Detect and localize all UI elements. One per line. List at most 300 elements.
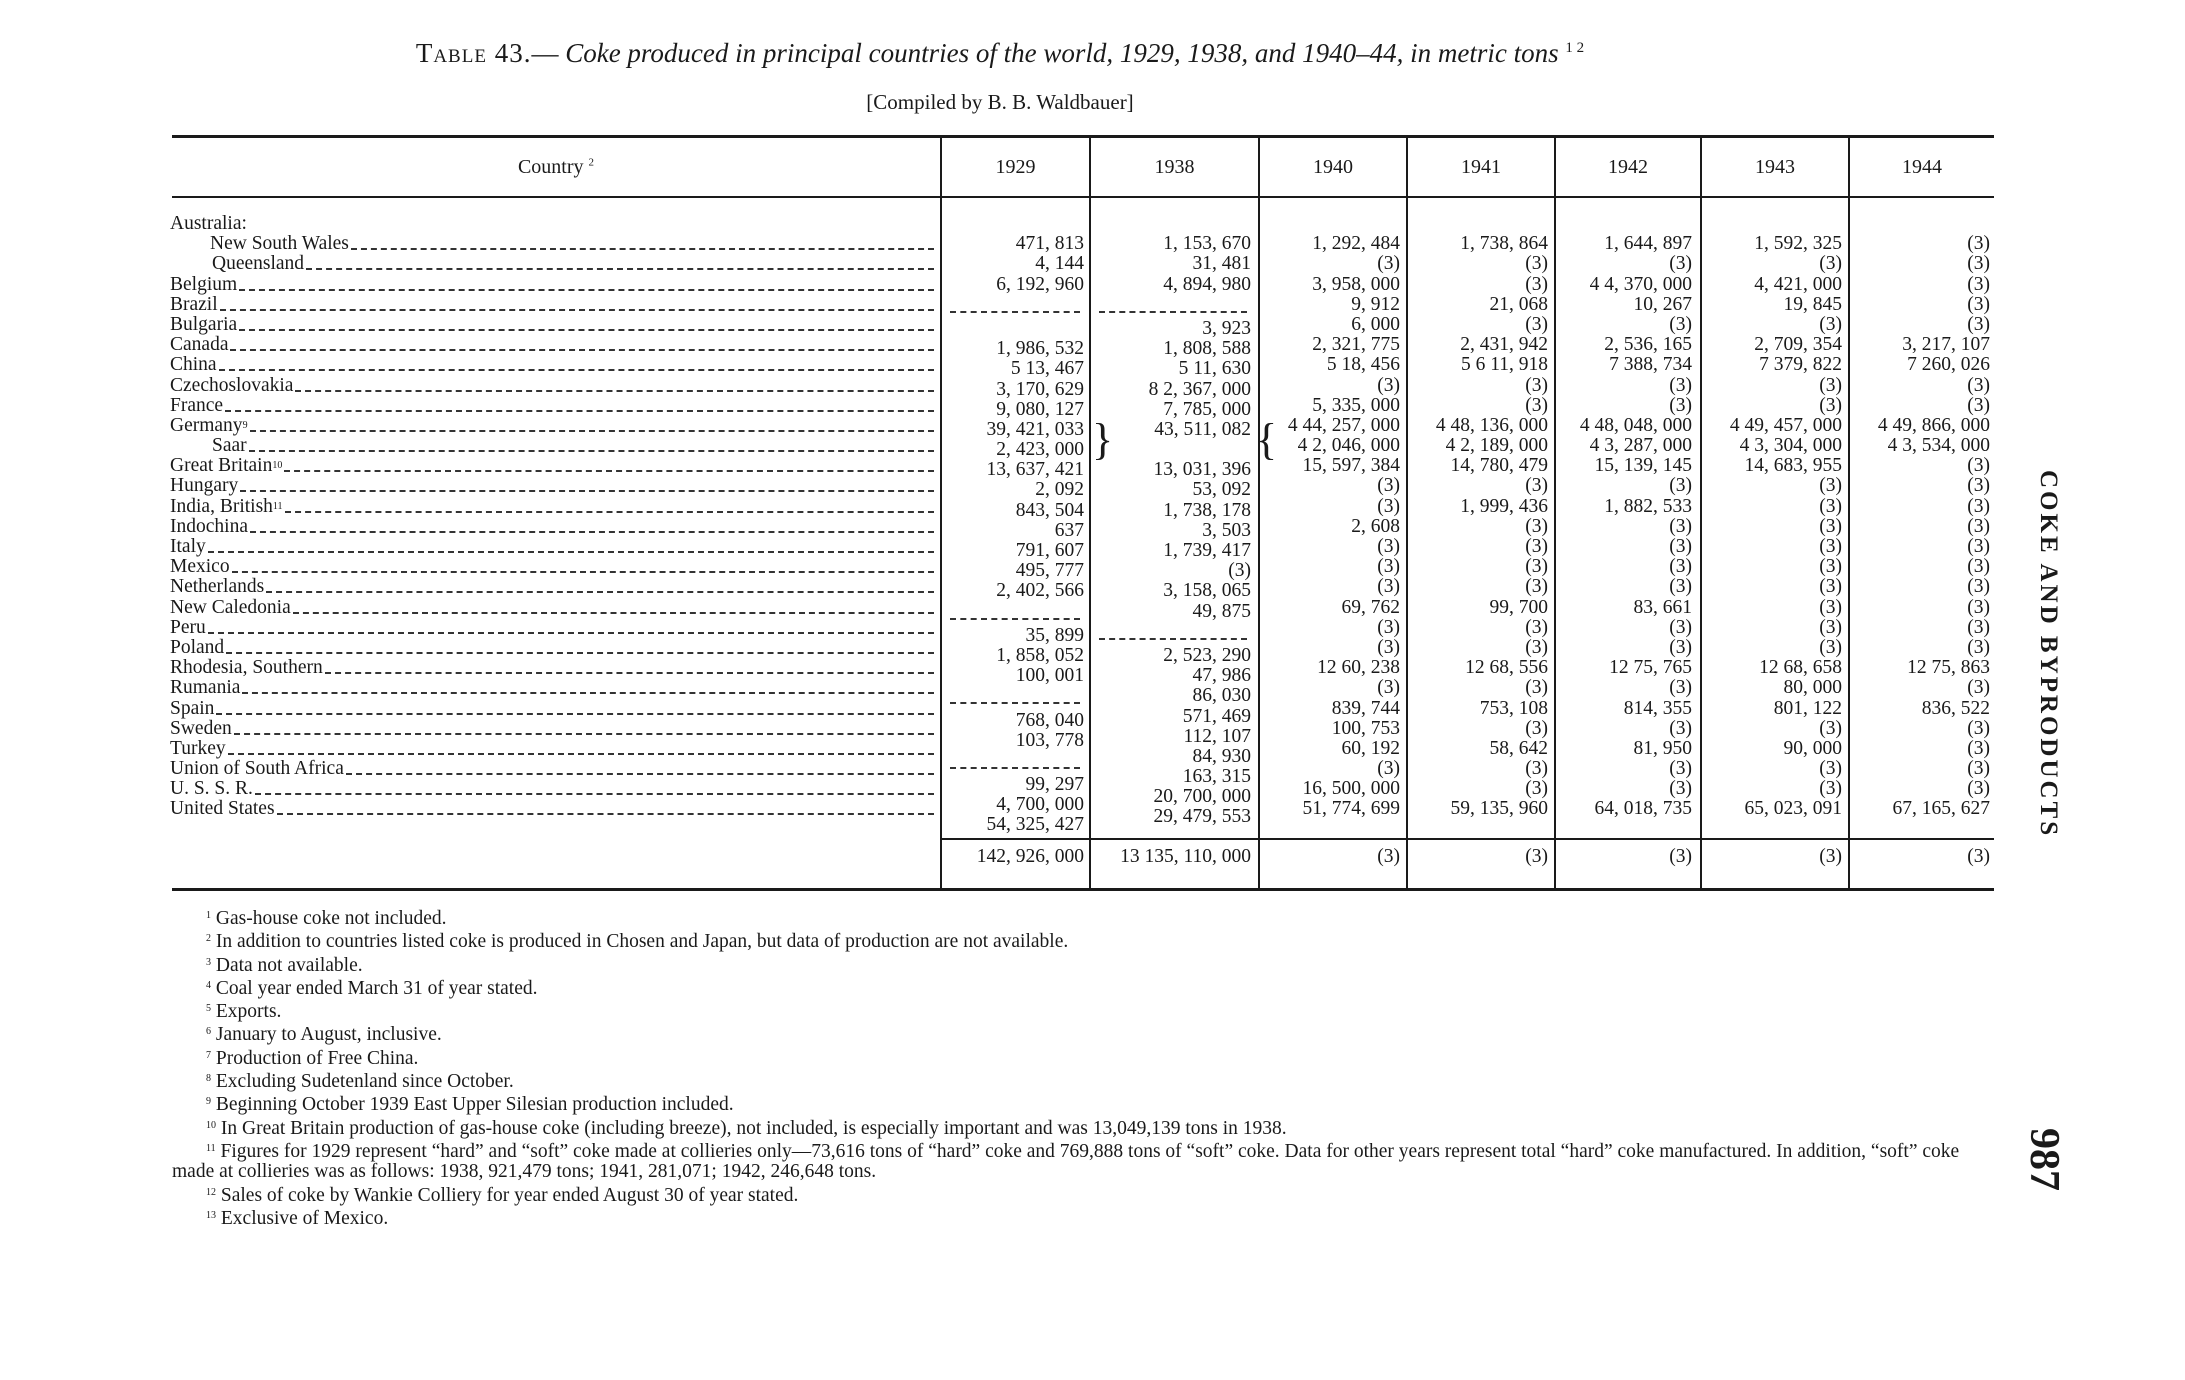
table-cell: (3) xyxy=(1967,233,1990,255)
table-cell: 84, 930 xyxy=(1192,745,1251,767)
country-row xyxy=(170,678,938,698)
footnote-text: Excluding Sudetenland since October. xyxy=(215,1071,514,1093)
footnote xyxy=(172,1116,2002,1139)
header-year: 1940 xyxy=(1313,156,1353,178)
table-cell: 4, 421, 000 xyxy=(1754,273,1842,295)
table-cell: (3) xyxy=(1525,556,1548,578)
table-cell: (3) xyxy=(1967,293,1990,315)
dash-leader xyxy=(950,690,1080,704)
footnote-text: January to August, inclusive. xyxy=(215,1024,442,1046)
table-cell: 1, 739, 417 xyxy=(1163,540,1251,561)
table-cell: 16, 500, 000 xyxy=(1302,778,1400,800)
table-cell: 3, 217, 107 xyxy=(1902,334,1990,356)
country-name: Bulgaria xyxy=(170,314,238,335)
table-cell xyxy=(1091,626,1251,646)
table-cell: 2, 423, 000 xyxy=(996,439,1084,461)
table-cell: (3) xyxy=(1525,273,1548,295)
table-cell: (3) xyxy=(1967,758,1990,780)
dash-leader xyxy=(950,299,1080,313)
table-cell: 4 3, 534, 000 xyxy=(1887,435,1990,457)
table-cell: 2, 321, 775 xyxy=(1312,334,1400,356)
leader-dots xyxy=(228,739,934,755)
country-row xyxy=(170,739,938,759)
leader-dots xyxy=(351,234,934,250)
leader-dots xyxy=(216,699,934,715)
table-cell: 12 75, 765 xyxy=(1609,657,1692,679)
country-name: Peru xyxy=(170,617,206,638)
country-name: Canada xyxy=(170,335,229,356)
footnote xyxy=(172,1206,2002,1229)
country-name: Netherlands xyxy=(170,577,265,598)
leader-dots xyxy=(285,497,934,513)
leader-dots xyxy=(249,436,934,452)
country-row xyxy=(170,759,938,779)
table-cell: (3) xyxy=(1967,374,1990,396)
country-row xyxy=(170,295,938,315)
header-country-label: Country xyxy=(517,156,584,178)
table-cell xyxy=(1260,214,1400,234)
table-cell: (3) xyxy=(1525,616,1548,638)
header-country xyxy=(172,156,940,179)
table-cell xyxy=(942,606,1084,626)
leader-dots xyxy=(219,355,934,371)
country-name: Saar xyxy=(212,436,247,457)
country-row xyxy=(170,537,938,557)
leader-dots xyxy=(295,376,934,392)
leader-dots xyxy=(284,456,934,472)
title-footnote-refs: 1 2 xyxy=(1565,40,1585,56)
table-cell: 1, 738, 864 xyxy=(1460,233,1548,255)
column-1929 xyxy=(942,214,1084,836)
footnote-ref: 11 xyxy=(272,500,283,512)
table-cell: 90, 000 xyxy=(1783,737,1842,759)
country-row xyxy=(170,799,938,819)
table-cell: (3) xyxy=(1377,616,1400,638)
footnote xyxy=(172,1092,2002,1115)
table-cell: (3) xyxy=(1669,636,1692,658)
table-cell: (3) xyxy=(1377,576,1400,598)
table-cell: 10, 267 xyxy=(1633,293,1692,315)
country-row xyxy=(170,699,938,719)
footnote-number: 13 xyxy=(206,1209,216,1221)
leader-dots xyxy=(277,799,934,815)
table-cell: 839, 744 xyxy=(1331,697,1400,719)
table-cell: 1, 808, 588 xyxy=(1163,338,1251,360)
table-cell: (3) xyxy=(1669,374,1692,396)
table-cell xyxy=(1091,214,1251,234)
table-cell: (3) xyxy=(1377,475,1400,497)
table-cell: (3) xyxy=(1967,455,1990,477)
table-cell: (3) xyxy=(1819,515,1842,537)
table-cell: 4, 144 xyxy=(1035,253,1084,275)
table-cell: (3) xyxy=(1967,394,1990,416)
country-row xyxy=(170,638,938,658)
total-cell: 142, 926, 000 xyxy=(976,846,1084,867)
brace-right: } xyxy=(1092,415,1114,464)
leader-dots xyxy=(239,275,934,291)
footnote-text: Exclusive of Mexico. xyxy=(220,1207,389,1229)
table-cell: 2, 709, 354 xyxy=(1754,334,1842,356)
table-cell: 64, 018, 735 xyxy=(1594,798,1692,820)
table-cell: 791, 607 xyxy=(1015,540,1084,561)
table-cell: (3) xyxy=(1967,717,1990,739)
table-cell: 103, 778 xyxy=(1015,729,1084,751)
country-name: Mexico xyxy=(170,557,230,578)
footnote-text: Beginning October 1939 East Upper Silesian production included. xyxy=(215,1094,734,1116)
brace-left: { xyxy=(1256,415,1278,464)
table-cell: (3) xyxy=(1669,253,1692,275)
table-cell: 814, 355 xyxy=(1623,697,1692,719)
table-cell: 801, 122 xyxy=(1773,697,1842,719)
footnote-text: Figures for 1929 represent “hard” and “soft” coke made at collieries only—73,616 tons of “hard” coke and 769,888 tons of “soft” coke. Data for other years represent total “hard” coke manufactured. In addition, “soft” coke made at collieries was as follows: 1938, 921,479 tons; 1941, 281,071; 1942, 246,648 tons. xyxy=(172,1140,1960,1183)
column-1940 xyxy=(1260,214,1400,820)
table-cell: 4 2, 046, 000 xyxy=(1297,435,1400,457)
country-row xyxy=(170,517,938,537)
table-cell: 2, 092 xyxy=(1035,479,1084,501)
table-cell: 100, 001 xyxy=(1015,665,1084,687)
table-cell: 20, 700, 000 xyxy=(1153,786,1251,808)
country-name: China xyxy=(170,355,217,376)
table-cell: (3) xyxy=(1525,515,1548,537)
table-cell: 99, 297 xyxy=(1025,774,1084,796)
table-cell: 6, 000 xyxy=(1351,313,1400,335)
leader-dots xyxy=(306,254,934,270)
country-name: Poland xyxy=(170,637,225,658)
footnote xyxy=(172,1046,2002,1069)
table-cell: 15, 139, 145 xyxy=(1594,455,1692,477)
country-row xyxy=(170,497,938,517)
table-cell: (3) xyxy=(1525,475,1548,497)
table-cell: 843, 504 xyxy=(1015,499,1084,521)
footnote xyxy=(172,929,2002,952)
country-row xyxy=(170,557,938,577)
table-cell xyxy=(1850,214,1990,234)
table-cell: (3) xyxy=(1669,758,1692,780)
footnote xyxy=(172,1183,2002,1206)
country-row xyxy=(170,234,938,254)
country-row xyxy=(170,214,938,234)
leader-dots xyxy=(226,638,934,654)
table-cell: (3) xyxy=(1967,677,1990,699)
table-cell: (3) xyxy=(1669,717,1692,739)
country-name: Brazil xyxy=(170,294,218,315)
table-cell: (3) xyxy=(1819,536,1842,557)
table-cell: 13, 031, 396 xyxy=(1153,459,1251,481)
table-cell: 5 6 11, 918 xyxy=(1460,354,1548,376)
table-cell: 100, 753 xyxy=(1331,717,1400,739)
table-cell: (3) xyxy=(1525,677,1548,699)
table-cell: 65, 023, 091 xyxy=(1744,798,1842,820)
column-1943 xyxy=(1702,214,1842,820)
table-cell: 7 388, 734 xyxy=(1609,354,1692,376)
table-cell: (3) xyxy=(1819,556,1842,578)
table-cell: (3) xyxy=(1525,636,1548,658)
country-name: United States xyxy=(170,799,275,820)
footnote xyxy=(172,1022,2002,1045)
leader-dots xyxy=(208,537,934,553)
leader-dots xyxy=(208,618,934,634)
table-cell: 2, 402, 566 xyxy=(996,580,1084,602)
table-cell: 637 xyxy=(1054,519,1084,541)
table-cell: 99, 700 xyxy=(1489,596,1548,618)
table-cell: 43, 511, 082 xyxy=(1154,418,1251,440)
table-cell: 4 3, 304, 000 xyxy=(1739,435,1842,457)
country-name: Indochina xyxy=(170,516,248,537)
table-cell: 1, 986, 532 xyxy=(996,338,1084,360)
table-cell: 2, 523, 290 xyxy=(1163,644,1251,666)
footnote-text: Exports. xyxy=(215,1001,282,1023)
country-name: India, British xyxy=(170,496,273,517)
table-cell xyxy=(942,214,1084,234)
country-name: Great Britain xyxy=(170,456,273,477)
table-cell: (3) xyxy=(1525,758,1548,780)
country-row xyxy=(170,618,938,638)
country-row xyxy=(170,779,938,799)
table-cell: 5 18, 456 xyxy=(1326,354,1400,376)
footnote-text: Production of Free China. xyxy=(215,1047,419,1069)
table-cell: 31, 481 xyxy=(1192,253,1251,275)
table-cell: (3) xyxy=(1669,313,1692,335)
table-cell: 83, 661 xyxy=(1633,596,1692,618)
table-cell: (3) xyxy=(1525,536,1548,557)
table-cell: 4 48, 048, 000 xyxy=(1579,414,1692,436)
dash-leader xyxy=(950,755,1080,769)
footnote-number: 11 xyxy=(206,1142,216,1154)
title-dash: — xyxy=(531,38,559,68)
table-cell: 163, 315 xyxy=(1182,766,1251,788)
table-title-text: Coke produced in principal countries of the world, 1929, 1938, and 1940–44, in metric tons xyxy=(565,38,1559,68)
table-cell: 53, 092 xyxy=(1192,479,1251,501)
table-cell: 2, 608 xyxy=(1351,515,1400,537)
table-cell xyxy=(1091,440,1251,460)
footnote-ref: 9 xyxy=(242,419,248,431)
table-cell: 58, 642 xyxy=(1489,737,1548,759)
table-cell: (3) xyxy=(1967,536,1990,557)
country-column xyxy=(170,214,938,820)
bottom-rule xyxy=(172,888,1994,891)
table-cell: (3) xyxy=(1967,737,1990,759)
table-cell: 112, 107 xyxy=(1183,725,1251,747)
table-cell: 49, 875 xyxy=(1192,600,1251,622)
leader-dots xyxy=(250,416,934,432)
dash-leader xyxy=(1099,626,1247,640)
country-row xyxy=(170,436,938,456)
table-cell: 9, 080, 127 xyxy=(996,398,1084,420)
table-cell: (3) xyxy=(1525,576,1548,598)
footnote-text: In Great Britain production of gas-house coke (including breeze), not included, is especially important and was 13,049,139 tons in 1938. xyxy=(220,1117,1287,1139)
footnote-number: 5 xyxy=(206,1003,211,1015)
footnote-number: 9 xyxy=(206,1096,211,1108)
country-name: Queensland xyxy=(212,254,305,275)
footnote-number: 10 xyxy=(206,1119,216,1131)
table-cell: 13, 637, 421 xyxy=(986,459,1084,481)
leader-dots xyxy=(232,557,934,573)
country-row xyxy=(170,719,938,739)
table-cell: (3) xyxy=(1967,616,1990,638)
table-cell xyxy=(942,755,1084,775)
table-cell: 1, 592, 325 xyxy=(1754,233,1842,255)
table-cell: (3) xyxy=(1967,313,1990,335)
table-cell: (3) xyxy=(1819,374,1842,396)
table-cell: 14, 683, 955 xyxy=(1744,455,1842,477)
table-cell: (3) xyxy=(1967,475,1990,497)
table-cell: (3) xyxy=(1819,576,1842,598)
table-cell: (3) xyxy=(1669,536,1692,557)
table-cell: 12 68, 658 xyxy=(1759,657,1842,679)
table-cell: (3) xyxy=(1525,778,1548,800)
table-cell xyxy=(942,319,1084,339)
footnote-number: 2 xyxy=(206,933,211,945)
table-cell: 4 49, 457, 000 xyxy=(1729,414,1842,436)
country-name: Italy xyxy=(170,537,206,557)
table-cell: 47, 986 xyxy=(1192,665,1251,687)
table-cell: 1, 999, 436 xyxy=(1460,495,1548,517)
header-country-sup: 2 xyxy=(588,156,595,169)
table-cell: 12 60, 238 xyxy=(1317,657,1400,679)
country-name: Union of South Africa xyxy=(170,759,344,780)
table-cell: 9, 912 xyxy=(1351,293,1400,315)
table-cell: 1, 644, 897 xyxy=(1604,233,1692,255)
dash-leader xyxy=(950,606,1080,620)
total-cell: (3) xyxy=(1819,846,1842,867)
header-year: 1941 xyxy=(1461,156,1501,178)
leader-dots xyxy=(239,315,934,331)
table-cell: 5, 335, 000 xyxy=(1312,394,1400,416)
country-name: Sweden xyxy=(170,718,232,739)
country-row xyxy=(170,335,938,355)
table-cell: (3) xyxy=(1819,778,1842,800)
header-year: 1929 xyxy=(995,156,1036,178)
table-cell: (3) xyxy=(1525,717,1548,739)
table-cell: (3) xyxy=(1669,515,1692,537)
table-cell: 60, 192 xyxy=(1341,737,1400,759)
country-row xyxy=(170,275,938,295)
table-cell: 1, 738, 178 xyxy=(1163,499,1251,521)
table-cell: 3, 958, 000 xyxy=(1312,273,1400,295)
table-cell: 753, 108 xyxy=(1479,697,1548,719)
total-cell: 13 135, 110, 000 xyxy=(1120,846,1251,867)
footnote-number: 4 xyxy=(206,979,211,991)
side-heading: COKE AND BYPRODUCTS xyxy=(2035,470,2062,839)
country-name: New South Wales xyxy=(210,234,349,255)
country-row xyxy=(170,658,938,678)
table-cell: (3) xyxy=(1819,253,1842,275)
table-cell: 3, 503 xyxy=(1202,519,1251,541)
footnote-number: 3 xyxy=(206,956,211,968)
table-cell xyxy=(1702,214,1842,234)
table-cell: 1, 882, 533 xyxy=(1604,495,1692,517)
header-year: 1944 xyxy=(1902,156,1942,178)
country-name: Rhodesia, Southern xyxy=(170,658,323,679)
leader-dots xyxy=(293,598,934,614)
leader-dots xyxy=(249,214,934,228)
table-cell: 4, 700, 000 xyxy=(996,794,1084,816)
country-row xyxy=(170,456,938,476)
country-row xyxy=(170,355,938,375)
table-cell: 571, 469 xyxy=(1182,705,1251,727)
table-cell xyxy=(942,690,1084,710)
table-cell: 768, 040 xyxy=(1015,709,1084,731)
footnote-text: Gas-house coke not included. xyxy=(215,908,447,929)
table-cell: 39, 421, 033 xyxy=(986,418,1084,440)
table-cell: (3) xyxy=(1819,636,1842,658)
table-cell: 1, 858, 052 xyxy=(996,644,1084,666)
table-cell: 12 68, 556 xyxy=(1465,657,1548,679)
table-cell: (3) xyxy=(1377,636,1400,658)
table-cell: (3) xyxy=(1819,616,1842,638)
page-number: 987 xyxy=(2021,1128,2067,1191)
header-year: 1943 xyxy=(1755,156,1795,178)
table-cell: (3) xyxy=(1819,313,1842,335)
table-cell: 7, 785, 000 xyxy=(1163,398,1251,420)
leader-dots xyxy=(250,517,934,533)
footnote-number: 8 xyxy=(206,1073,211,1085)
table-cell: 4 44, 257, 000 xyxy=(1287,414,1400,436)
table-cell: 4 4, 370, 000 xyxy=(1589,273,1692,295)
table-cell: (3) xyxy=(1967,636,1990,658)
table-cell: 4 2, 189, 000 xyxy=(1445,435,1548,457)
total-cell: (3) xyxy=(1669,846,1692,867)
table-cell: (3) xyxy=(1967,778,1990,800)
table-cell: (3) xyxy=(1377,758,1400,780)
table-cell xyxy=(1556,214,1692,234)
table-cell: 3, 170, 629 xyxy=(996,378,1084,400)
leader-dots xyxy=(240,476,934,492)
footnotes xyxy=(172,906,2002,1229)
country-row xyxy=(170,598,938,618)
table-cell: 12 75, 863 xyxy=(1907,657,1990,679)
column-1942 xyxy=(1556,214,1692,820)
country-row xyxy=(170,396,938,416)
table-cell: 471, 813 xyxy=(1015,233,1084,255)
country-name: New Caledonia xyxy=(170,597,291,618)
table-cell: (3) xyxy=(1377,556,1400,578)
country-row xyxy=(170,476,938,496)
header-rule xyxy=(172,196,1994,198)
leader-dots xyxy=(220,295,934,311)
country-name: Spain xyxy=(170,698,215,719)
country-name: Rumania xyxy=(170,678,241,699)
table-cell: 19, 845 xyxy=(1783,293,1842,315)
table-cell: (3) xyxy=(1967,556,1990,578)
footnote-text: Coal year ended March 31 of year stated. xyxy=(215,977,538,999)
table-cell: 495, 777 xyxy=(1015,560,1084,582)
table-cell: 7 379, 822 xyxy=(1759,354,1842,376)
country-name: Belgium xyxy=(170,274,238,295)
table-cell: (3) xyxy=(1967,515,1990,537)
table-cell: (3) xyxy=(1819,596,1842,618)
table-cell: (3) xyxy=(1377,536,1400,557)
table-cell: 2, 431, 942 xyxy=(1460,334,1548,356)
table-cell: 4, 894, 980 xyxy=(1163,273,1251,295)
leader-dots xyxy=(255,779,934,795)
country-name: France xyxy=(170,395,224,416)
table-cell: 67, 165, 627 xyxy=(1892,798,1990,820)
country-row xyxy=(170,254,938,274)
footnote xyxy=(172,953,2002,976)
table-cell: (3) xyxy=(1669,394,1692,416)
leader-dots xyxy=(230,335,934,351)
footnote-number: 7 xyxy=(206,1049,211,1061)
table-cell: 5 11, 630 xyxy=(1178,358,1251,380)
leader-dots xyxy=(266,577,934,593)
table-cell: (3) xyxy=(1669,616,1692,638)
table-cell: 3, 923 xyxy=(1202,317,1251,339)
table-cell: 21, 068 xyxy=(1489,293,1548,315)
footnote-number: 1 xyxy=(206,910,211,921)
country-name: Hungary xyxy=(170,476,239,497)
table-cell xyxy=(942,299,1084,319)
